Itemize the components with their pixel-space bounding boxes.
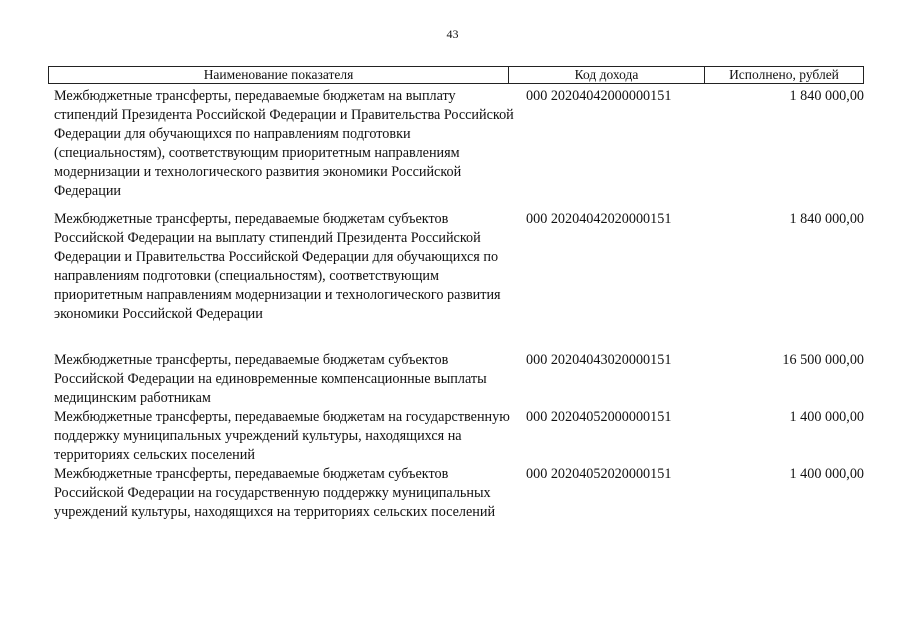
row-name: Межбюджетные трансферты, передаваемые бюджетам на государственную поддержку муниципальных учреждений культуры, находящихся на территориях сельских поселений	[54, 409, 510, 463]
header-code: Код дохода	[509, 67, 705, 83]
table-row	[48, 351, 864, 408]
header-name: Наименование показателя	[49, 67, 509, 83]
row-amount: 1 400 000,00	[789, 409, 864, 425]
row-amount: 16 500 000,00	[782, 352, 864, 368]
row-name: Межбюджетные трансферты, передаваемые бюджетам на выплату стипендий Президента Российской Федерации и Правительства Российской Федерации для обучающихся по направлениям подготовки (специальностям), соответствующим приоритетным направлениям модернизации и технологического развития экономики Российской Федерации	[54, 88, 514, 199]
row-name: Межбюджетные трансферты, передаваемые бюджетам субъектов Российской Федерации на единовременные компенсационные выплаты медицинским работникам	[54, 352, 487, 406]
header-amount: Исполнено, рублей	[729, 67, 839, 82]
row-amount: 1 840 000,00	[789, 88, 864, 104]
table-row	[48, 465, 864, 541]
row-amount: 1 400 000,00	[789, 466, 864, 482]
row-name: Межбюджетные трансферты, передаваемые бюджетам субъектов Российской Федерации на выплату стипендий Президента Российской Федерации и Правительства Российской Федерации для обучающихся по направлениям подготовки (специальностям), соответствующим приоритетным направлениям модернизации и технологического развития экономики Российской Федерации	[54, 211, 501, 322]
row-amount: 1 840 000,00	[789, 211, 864, 227]
table-row	[48, 210, 864, 338]
page-number: 43	[446, 27, 459, 41]
row-code: 000 20204042000000151	[526, 88, 672, 104]
table-header	[48, 66, 864, 84]
row-code: 000 20204052020000151	[526, 466, 672, 482]
table-row	[48, 87, 864, 201]
row-name: Межбюджетные трансферты, передаваемые бюджетам субъектов Российской Федерации на государственную поддержку муниципальных учреждений культуры, находящихся на территориях сельских поселений	[54, 466, 496, 520]
row-code: 000 20204042020000151	[526, 211, 672, 227]
report-table	[48, 66, 864, 541]
row-code: 000 20204043020000151	[526, 352, 672, 368]
row-code: 000 20204052000000151	[526, 409, 672, 425]
table-row	[48, 408, 864, 465]
